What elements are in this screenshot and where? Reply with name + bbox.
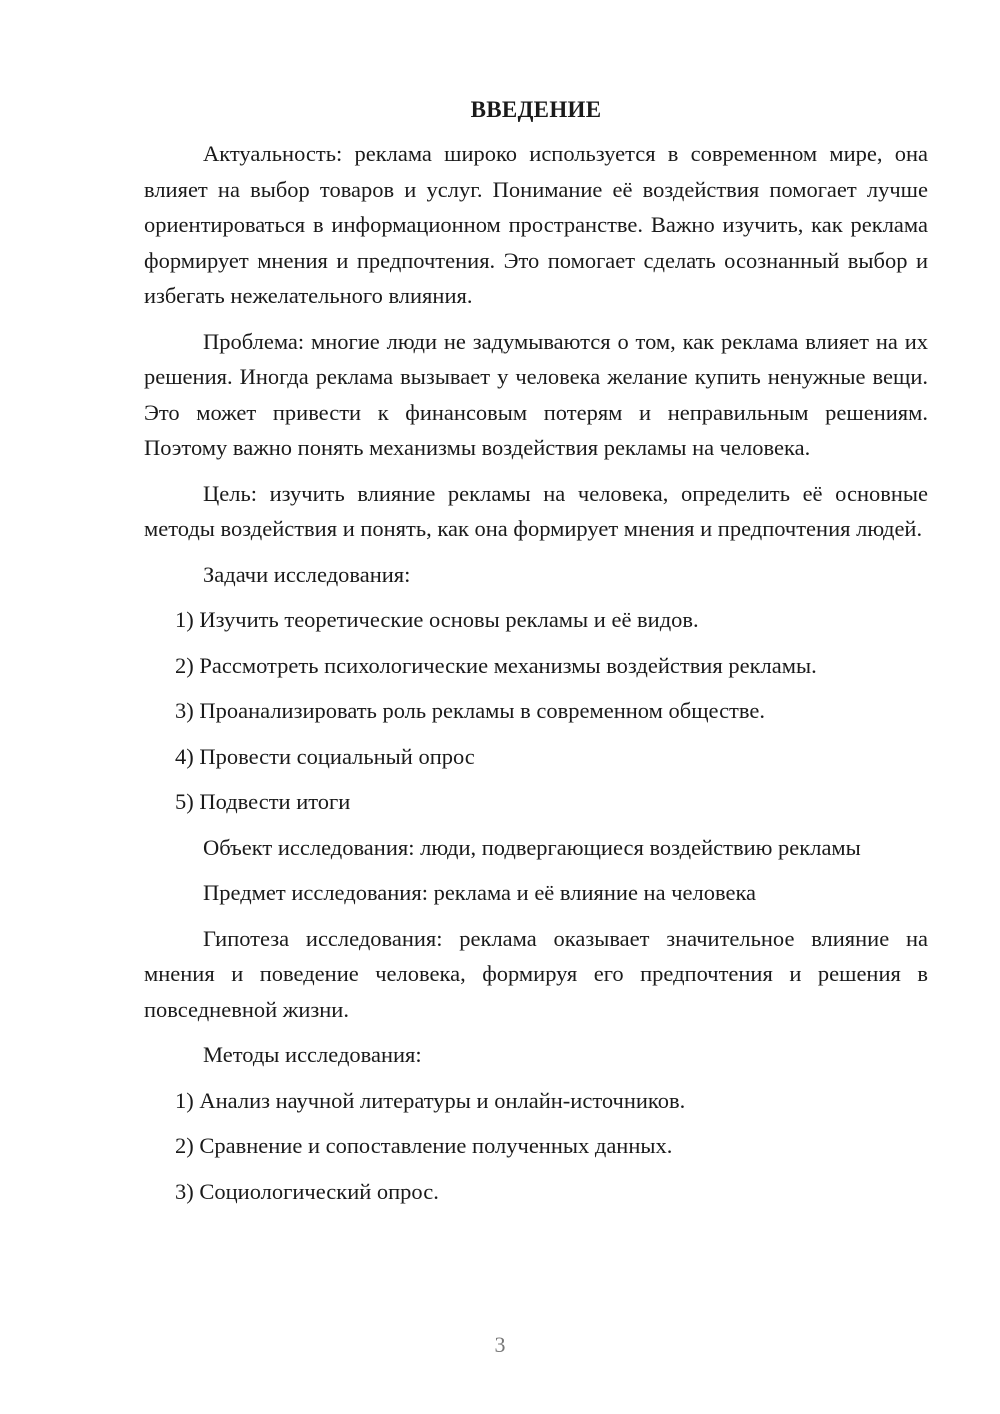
list-item: 1) Изучить теоретические основы рекламы и её видов. <box>175 607 699 632</box>
list-item: 2) Рассмотреть психологические механизмы воздействия рекламы. <box>175 652 817 678</box>
hypothesis-paragraph: Гипотеза исследования: реклама оказывает значительное влияние на мнения и поведение человека, формируя его предпочтения и решения в повседневной жизни. <box>144 925 928 1022</box>
tasks-list <box>144 602 928 820</box>
subject-paragraph: Предмет исследования: реклама и её влияние на человека <box>203 880 757 905</box>
list-item: 3) Проанализировать роль рекламы в современном обществе. <box>175 698 765 723</box>
object-paragraph: Объект исследования: люди, подвергающиеся воздействию рекламы <box>203 834 861 860</box>
list-item: 5) Подвести итоги <box>175 789 351 814</box>
actuality-paragraph: Актуальность: реклама широко используется в современном мире, она влияет на выбор товаров и услуг. Понимание её воздействия помогает лучше ориентироваться в информационном пространстве. Важно изучить, как реклама формирует мнения и предпочтения. Это помогает сделать осознанный выбор и избегать нежелательного влияния. <box>144 141 928 308</box>
list-item: 4) Провести социальный опрос <box>175 743 475 769</box>
page-title: ВВЕДЕНИЕ <box>470 97 602 122</box>
page-number: 3 <box>494 1332 506 1357</box>
methods-heading: Методы исследования: <box>203 1042 422 1067</box>
list-item: 1) Анализ научной литературы и онлайн-источников. <box>175 1087 686 1113</box>
tasks-heading: Задачи исследования: <box>203 561 411 587</box>
problem-paragraph: Проблема: многие люди не задумываются о том, как реклама влияет на их решения. Иногда реклама вызывает у человека желание купить ненужные вещи. Это может привести к финансовым потерям и неправильным решениям. Поэтому важно понять механизмы воздействия рекламы на человека. <box>144 328 928 460</box>
list-item: 2) Сравнение и сопоставление полученных данных. <box>175 1133 673 1158</box>
goal-paragraph: Цель: изучить влияние рекламы на человека, определить её основные методы воздействия и понять, как она формирует мнения и предпочтения людей. <box>144 480 928 541</box>
methods-list <box>144 1083 928 1210</box>
document-page <box>144 94 928 1219</box>
list-item: 3) Социологический опрос. <box>175 1178 439 1204</box>
